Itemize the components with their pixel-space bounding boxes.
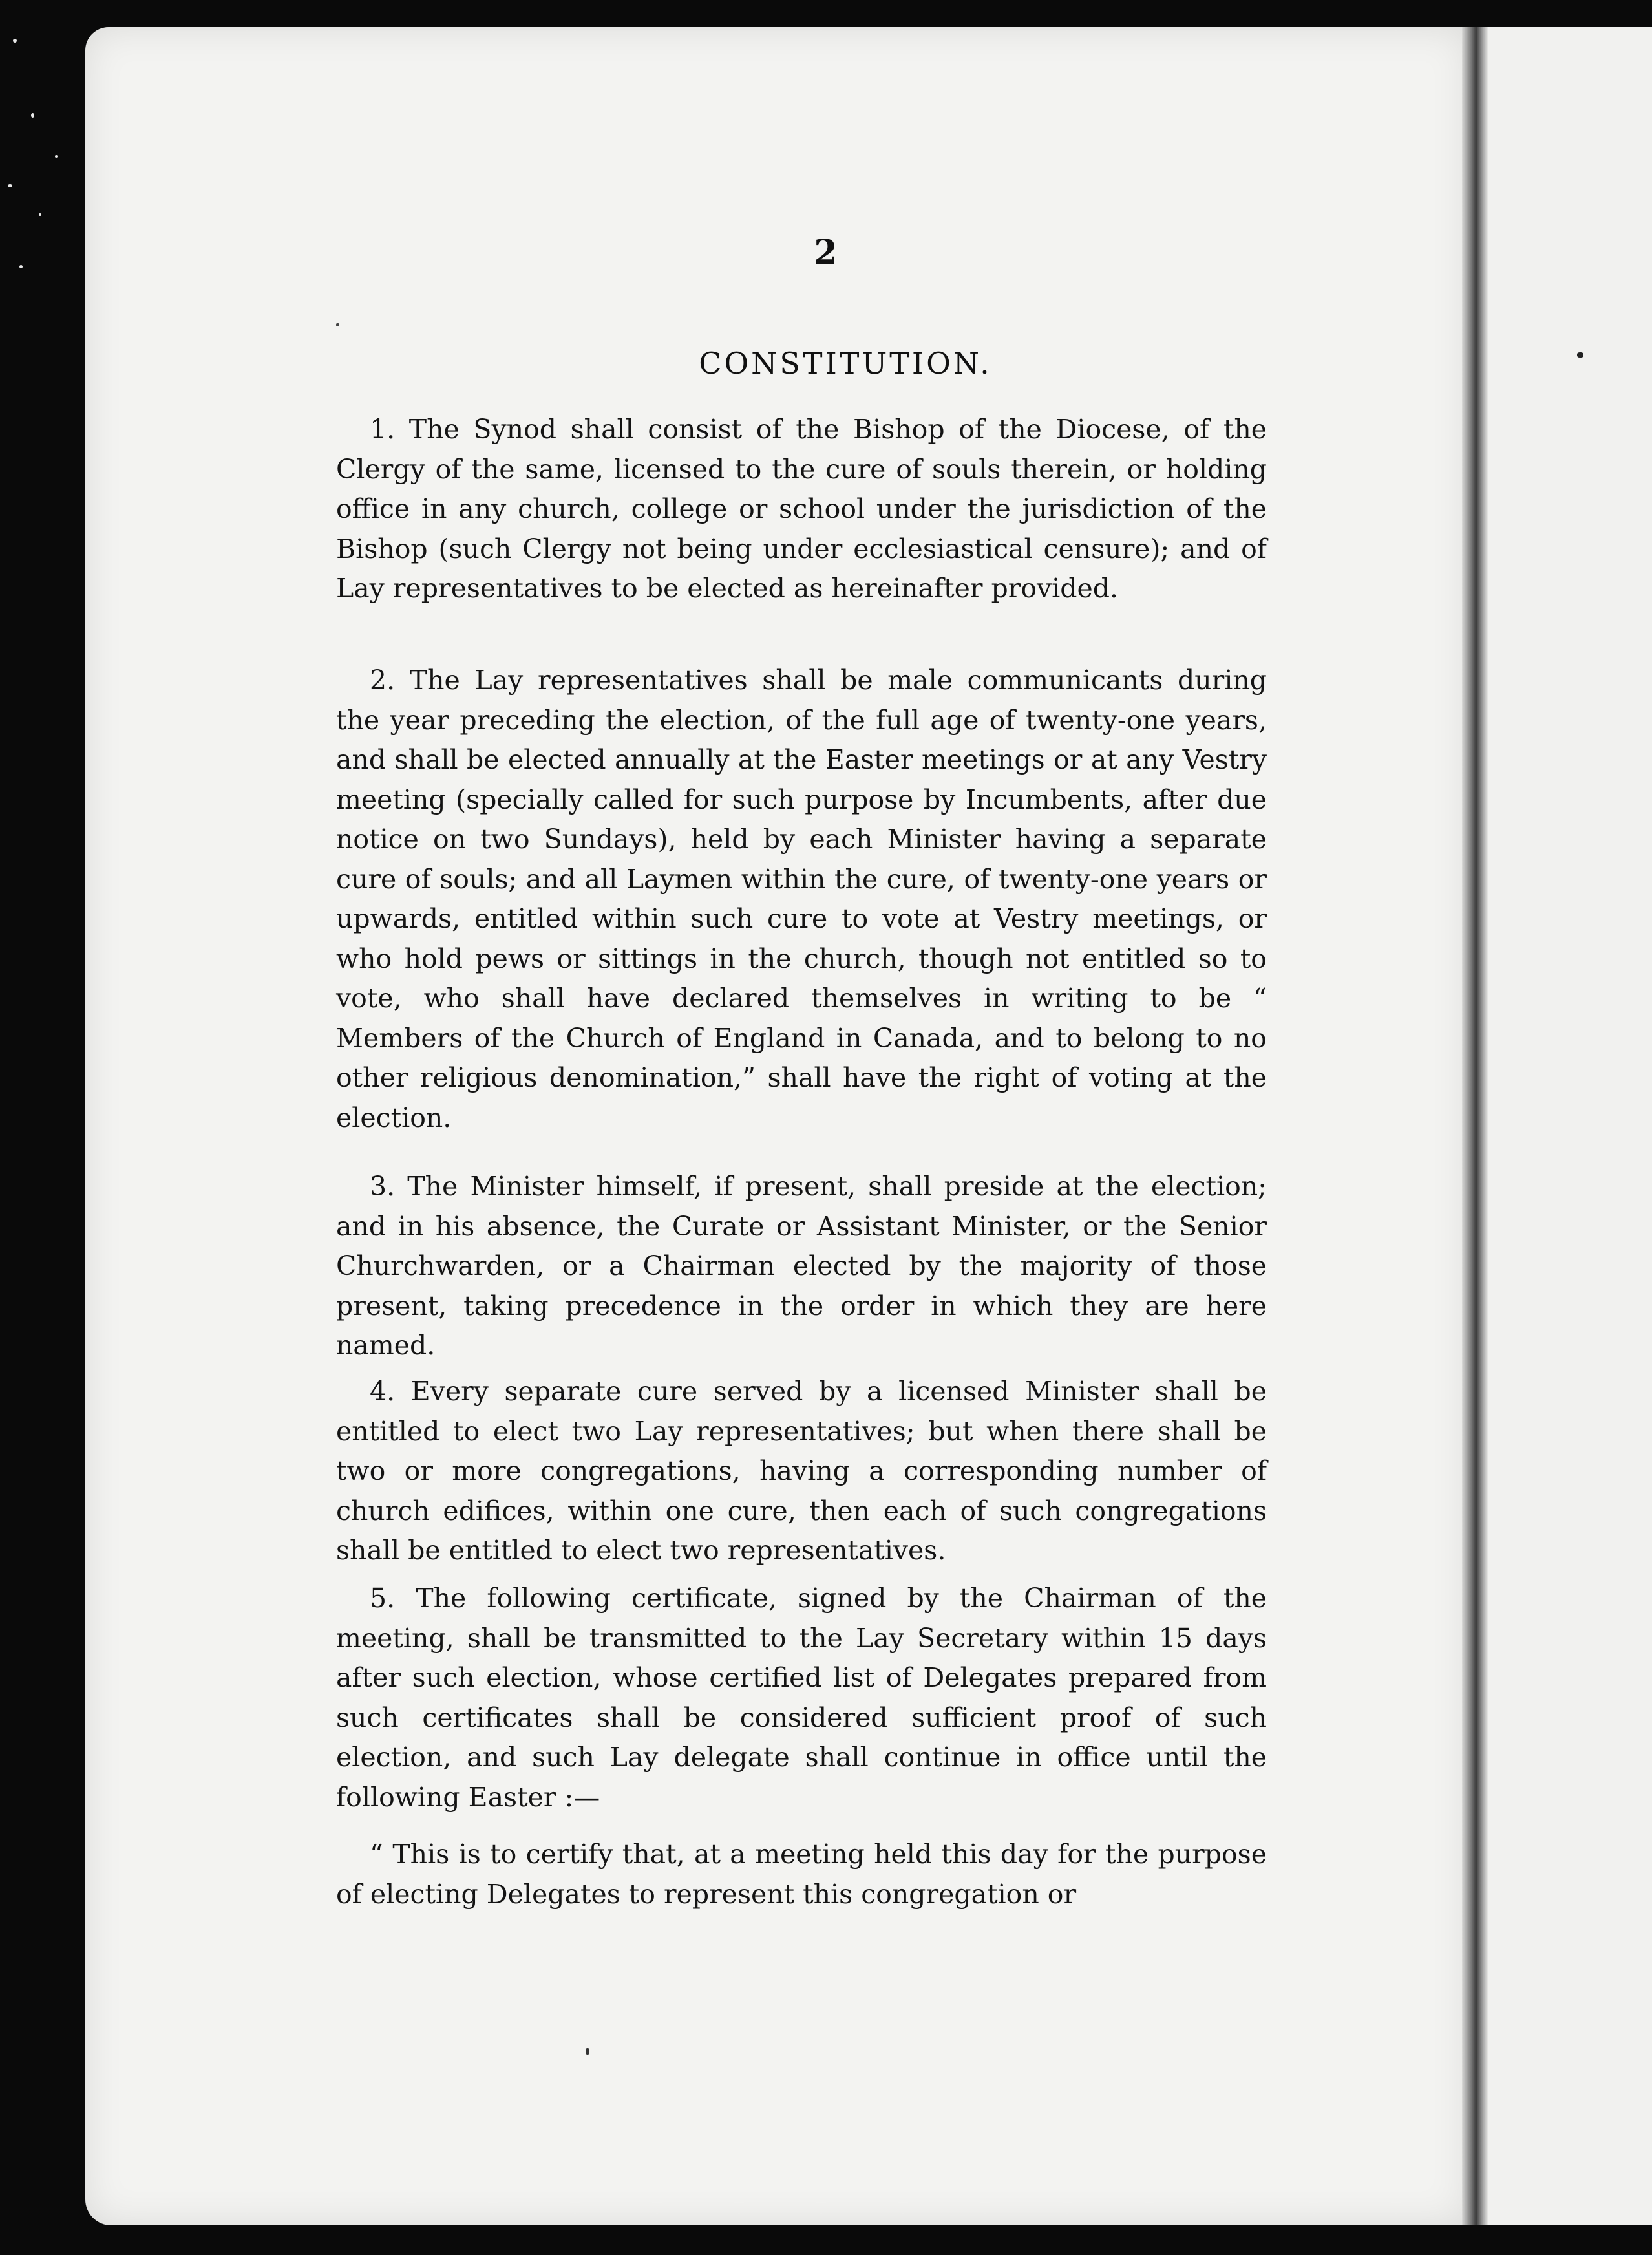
section-5: [336, 1579, 1267, 1837]
section-paragraph: [336, 1372, 1267, 1571]
page-title: CONSTITUTION.: [699, 346, 992, 381]
section-2: [336, 661, 1267, 1171]
section-text: The Synod shall consist of the Bishop of the Diocese, of the Clergy of the same, licensed to the cure of souls therein, or holding office in any church, college or school under the jurisdiction of the Bishop (such Clergy not being under ecclesiastical censure); and of Lay representatives to be elected as hereinafter provided.: [336, 414, 1267, 604]
scan-speck: [55, 155, 58, 158]
scan-speck: [13, 39, 17, 43]
page-number: 2: [814, 233, 838, 272]
section-number: 3.: [370, 1171, 396, 1202]
section-3: [336, 1167, 1267, 1380]
certificate-text: [336, 1835, 1267, 1925]
ink-speck: [336, 323, 339, 326]
scan-speck: [8, 184, 12, 187]
section-paragraph: [336, 1167, 1267, 1366]
section-paragraph: [336, 410, 1267, 609]
section-number: 1.: [370, 414, 396, 445]
section-text: The following certificate, signed by the Chairman of the meeting, shall be transmitted to the Lay Secretary within 15 days after such election, whose certified list of Delegates prepared from such certificates shall be considered sufficient proof of such election, and such Lay delegate shall continue in office until the following Easter :—: [336, 1583, 1267, 1813]
scan-speck: [39, 213, 41, 216]
section-text: Every separate cure served by a licensed Minister shall be entitled to elect two Lay representatives; but when there shall be two or more congregations, having a corresponding number of church edifices, within one cure, then each of such congregations shall be entitled to elect two representatives.: [336, 1376, 1267, 1566]
certificate-paragraph: “ This is to certify that, at a meeting held this day for the purpose of electing Delegates to represent this congregation or: [336, 1839, 1267, 1910]
section-text: The Lay representatives shall be male communicants during the year preceding the election, of the full age of twenty-one years, and shall be elected annually at the Easter meetings or at any Vestry meeting (specially called for such purpose by Incumbents, after due notice on two Sundays), held by each Minister having a separate cure of souls; and all Laymen within the cure, of twenty-one years or upwards, entitled within such cure to vote at Vestry meetings, or who hold pews or sittings in the church, though not entitled so to vote, who shall have declared themselves in writing to be “ Members of the Church of England in Canada, and to belong to no other religious denomination,” shall have the right of voting at the election.: [336, 665, 1267, 1133]
section-number: 4.: [370, 1376, 396, 1407]
scan-speck: [31, 113, 34, 118]
section-number: 5.: [370, 1583, 396, 1614]
section-paragraph: [336, 1579, 1267, 1817]
section-number: 2.: [370, 665, 396, 696]
section-1: [336, 410, 1267, 668]
section-text: The Minister himself, if present, shall preside at the election; and in his absence, the Curate or Assistant Minister, or the Senior Churchwarden, or a Chairman elected by the majority of those present, taking precedence in the order in which they are here named.: [336, 1171, 1267, 1361]
section-4: [336, 1372, 1267, 1585]
ink-speck: [586, 2048, 589, 2055]
section-paragraph: [336, 661, 1267, 1138]
